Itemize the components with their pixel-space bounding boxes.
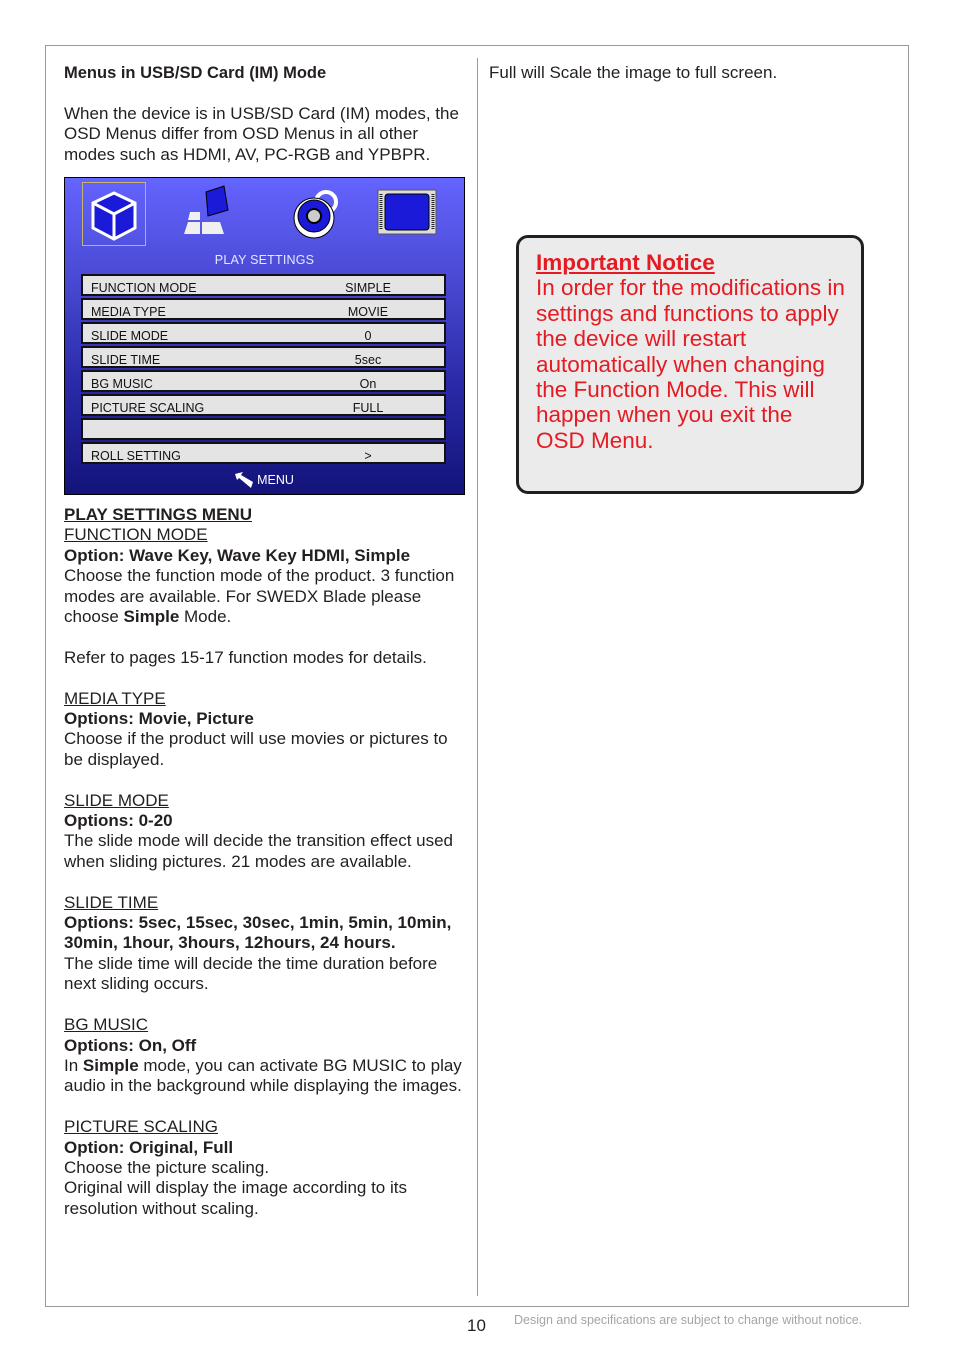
picture-scaling-heading: PICTURE SCALING: [64, 1117, 218, 1137]
cube-icon: [82, 182, 146, 246]
picture-scaling-options: Option: Original, Full: [64, 1137, 234, 1157]
page-number: 10: [467, 1316, 486, 1335]
slide-time-options: Options: 5sec, 15sec, 30sec, 1min, 5min, 10min, 30min, 1hour, 3hours, 12hours, 24 hours.: [64, 913, 452, 953]
row-label: MEDIA TYPE: [91, 305, 166, 320]
osd-row-slide-time: [81, 346, 446, 368]
osd-settings-list: [81, 274, 446, 466]
footer-disclaimer: Design and specifications are subject to change without notice.: [514, 1313, 863, 1327]
row-label: PICTURE SCALING: [91, 401, 205, 416]
media-type-desc: Choose if the product will use movies or pictures to be displayed.: [64, 729, 448, 769]
function-mode-heading: FUNCTION MODE: [64, 525, 208, 545]
screen-icon: [376, 182, 438, 244]
osd-menu-screenshot: [64, 177, 465, 495]
text-bold: Simple: [123, 607, 180, 627]
slide-mode-heading: SLIDE MODE: [64, 790, 169, 810]
row-value: FULL: [352, 401, 384, 416]
text: Choose the function mode of the product. 3 function modes are available. For SWEDX Blade please choose: [64, 566, 455, 627]
function-mode-options: Option: Wave Key, Wave Key HDMI, Simple: [64, 545, 411, 565]
notice-body: In order for the modifications in settings and functions to apply the device will restart automatically when changing the Function Mode. This will happen when you exit the OSD Menu.: [536, 275, 845, 453]
osd-icon-bar: [81, 182, 441, 246]
row-label: SLIDE TIME: [91, 353, 161, 368]
row-value: MOVIE: [347, 305, 389, 320]
bg-music-desc: [64, 1056, 468, 1097]
row-value: 5sec: [354, 353, 382, 368]
section-title: Menus in USB/SD Card (IM) Mode: [64, 64, 327, 82]
text-bold: Simple: [82, 1055, 139, 1075]
slide-time-heading: SLIDE TIME: [64, 892, 159, 912]
row-label: SLIDE MODE: [91, 329, 169, 344]
picture-scaling-desc-1: Choose the picture scaling.: [64, 1157, 270, 1177]
media-type-heading: MEDIA TYPE: [64, 688, 166, 708]
intro-paragraph: When the device is in USB/SD Card (IM) modes, the OSD Menus differ from OSD Menus in all other modes such as HDMI, AV, PC-RGB and YPBPR.: [64, 103, 459, 164]
osd-row-roll-setting: [81, 442, 446, 464]
row-label: BG MUSIC: [91, 377, 153, 392]
osd-menu-label: MENU: [257, 473, 294, 488]
column-divider: [477, 58, 478, 1296]
lock-icon: [286, 182, 348, 244]
notice-title: Important Notice: [536, 250, 715, 275]
osd-row-media-type: [81, 298, 446, 320]
row-value: >: [364, 449, 372, 464]
bg-music-heading: BG MUSIC: [64, 1015, 149, 1035]
bg-music-options: Options: On, Off: [64, 1035, 197, 1055]
full-scale-text: Full will Scale the image to full screen.: [489, 63, 778, 82]
right-column: [489, 63, 893, 83]
osd-row-empty: [81, 418, 446, 440]
slide-mode-options: Options: 0-20: [64, 811, 173, 831]
slide-mode-desc: The slide mode will decide the transition effect used when sliding pictures. 21 modes are available.: [64, 831, 454, 871]
osd-row-picture-scaling: [81, 394, 446, 416]
play-settings-heading: PLAY SETTINGS MENU: [64, 505, 252, 525]
row-value: 0: [364, 329, 372, 344]
text: In: [64, 1055, 83, 1075]
osd-row-slide-mode: [81, 322, 446, 344]
osd-row-function-mode: [81, 274, 446, 296]
osd-title: PLAY SETTINGS: [214, 253, 315, 268]
osd-menu-hint: [65, 470, 464, 490]
row-value: SIMPLE: [345, 281, 391, 296]
slide-time-desc: The slide time will decide the time duration before next sliding occurs.: [64, 953, 438, 994]
row-value: On: [359, 377, 377, 392]
osd-row-bg-music: [81, 370, 446, 392]
media-type-options: Options: Movie, Picture: [64, 709, 254, 729]
row-label: FUNCTION MODE: [91, 281, 197, 296]
important-notice-box: [516, 235, 864, 494]
function-mode-desc: [64, 566, 468, 627]
text: Mode.: [179, 607, 232, 627]
text: mode, you can activate BG MUSIC to play audio in the background while displaying the images.: [64, 1055, 462, 1096]
function-mode-refer: Refer to pages 15-17 function modes for details.: [64, 647, 427, 667]
back-arrow-icon: [235, 472, 255, 488]
left-column: [64, 63, 468, 1219]
blocks-icon: [182, 182, 244, 244]
picture-scaling-desc-2: Original will display the image according to its resolution without scaling.: [64, 1178, 407, 1218]
row-label: ROLL SETTING: [91, 449, 181, 464]
